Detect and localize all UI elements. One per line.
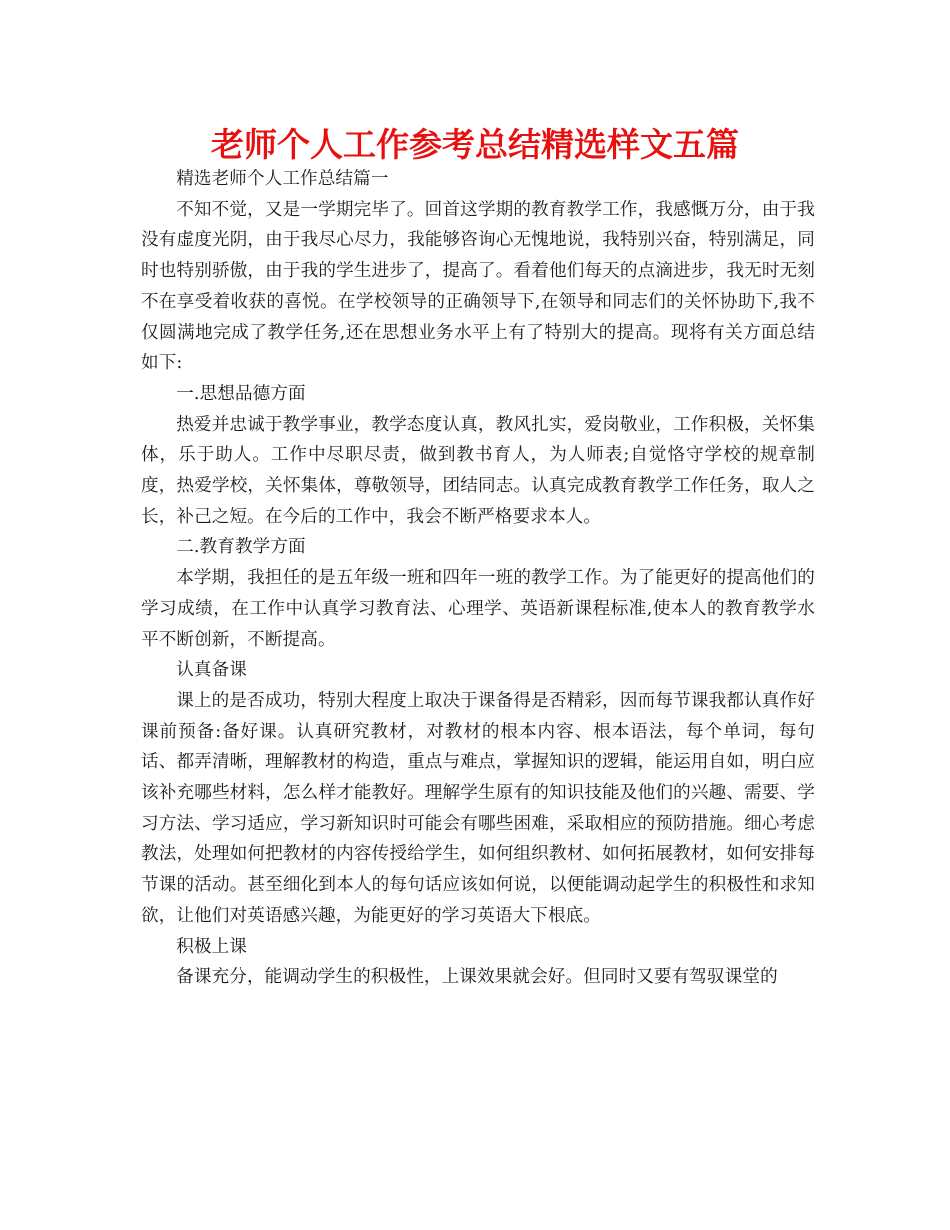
document-title: 老师个人工作参考总结精选样文五篇	[211, 125, 739, 164]
paragraph-active-class: 备课充分，能调动学生的积极性，上课效果就会好。但同时又要有驾驭课堂的	[176, 967, 778, 988]
document-body	[141, 164, 815, 993]
section-heading-article-one: 精选老师个人工作总结篇一	[176, 169, 389, 189]
paragraph-teaching: 本学期，我担任的是五年级一班和四年一班的教学工作。为了能更好的提高他们的学习成绩，在工作中认真学习教育法、心理学、英语新课程标准,使本人的教育教学水平不断创新，不断提高。	[141, 568, 815, 650]
section-heading-teaching: 二.教育教学方面	[176, 537, 306, 558]
section-heading-moral: 一.思想品德方面	[176, 383, 306, 404]
subheading-active-class: 积极上课	[176, 936, 247, 957]
subheading-lesson-prep: 认真备课	[176, 660, 247, 681]
paragraph-intro: 不知不觉，又是一学期完毕了。回首这学期的教育教学工作，我感慨万分，由于我没有虚度光阴，由于我尽心尽力，我能够咨询心无愧地说，我特别兴奋，特别满足，同时也特别骄傲，由于我的学生进步了，提高了。看着他们每天的点滴进步，我无时无刻不在享受着收获的喜悦。在学校领导的正确领导下,在领导和同志们的关怀协助下,我不仅圆满地完成了教学任务,还在思想业务水平上有了特别大的提高。现将有关方面总结如下:	[141, 199, 815, 374]
paragraph-moral: 热爱并忠诚于教学事业，教学态度认真，教风扎实，爱岗敬业，工作积极，关怀集体，乐于助人。工作中尽职尽责，做到教书育人，为人师表;自觉恪守学校的规章制度，热爱学校，关怀集体，尊敬领导，团结同志。认真完成教育教学工作任务，取人之长，补己之短。在今后的工作中，我会不断严格要求本人。	[141, 414, 815, 527]
paragraph-lesson-prep: 课上的是否成功，特别大程度上取决于课备得是否精彩，因而每节课我都认真作好课前预备:备好课。认真研究教材，对教材的根本内容、根本语法，每个单词，每句话、都弄清晰，理解教材的构造，重点与难点，掌握知识的逻辑，能运用自如，明白应该补充哪些材料，怎么样才能教好。理解学生原有的知识技能及他们的兴趣、需要、学习方法、学习适应，学习新知识时可能会有哪些困难，采取相应的预防措施。细心考虑教法，处理如何把教材的内容传授给学生，如何组织教材、如何拓展教材，如何安排每节课的活动。甚至细化到本人的每句话应该如何说，以便能调动起学生的积极性和求知欲，让他们对英语感兴趣，为能更好的学习英语大下根底。	[141, 690, 815, 926]
